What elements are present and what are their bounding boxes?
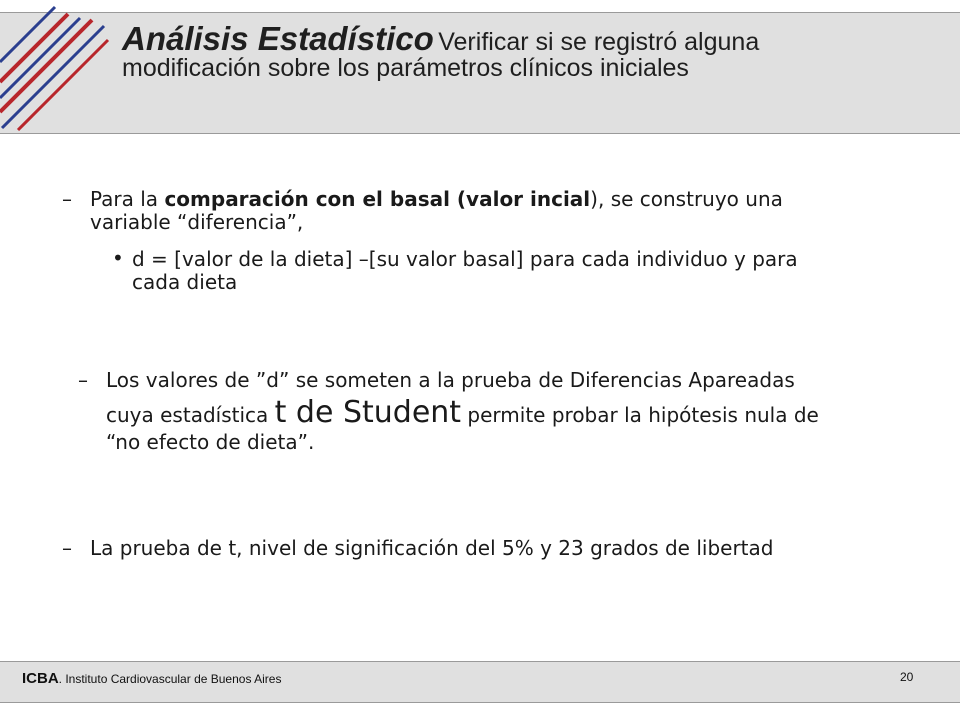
title-subtitle-line2: modificación sobre los parámetros clínicos iniciales <box>122 53 689 82</box>
item2-line2 <box>106 395 819 430</box>
item2-pre: cuya estadística <box>106 403 275 427</box>
slide-title <box>122 22 942 81</box>
logo-stripes-icon <box>0 0 110 132</box>
subitem1-line1: d = [valor de la dieta] –[su valor basal] para cada individuo y para <box>132 247 798 271</box>
item1-line2: variable “diferencia”, <box>90 210 304 234</box>
item1-post: ), se construyo una <box>590 187 783 211</box>
round-bullet: • <box>112 246 124 270</box>
subitem1-line2: cada dieta <box>132 270 238 294</box>
dash-bullet: – <box>78 368 88 392</box>
stripe-line <box>18 40 108 130</box>
item1-bold: comparación con el basal (valor incial <box>164 187 591 211</box>
title-subtitle-line1: Verificar si se registró alguna <box>438 28 760 56</box>
item2-line1: Los valores de ”d” se someten a la prueba de Diferencias Apareadas <box>106 368 795 392</box>
dash-bullet: – <box>62 187 72 211</box>
footer-bar <box>0 661 960 703</box>
item1-pre: Para la <box>90 187 165 211</box>
stripe-line <box>0 18 80 98</box>
item2-line3: “no efecto de dieta”. <box>106 430 315 454</box>
item2-big: t de Student <box>274 395 462 430</box>
footer-org-bold: ICBA <box>22 670 59 687</box>
stripe-line <box>2 26 104 128</box>
title-bold: Análisis Estadístico <box>122 20 434 57</box>
item2-post: permite probar la hipótesis nula de <box>461 403 819 427</box>
footer-org-rest: . Instituto Cardiovascular de Buenos Aires <box>58 672 282 686</box>
page-number: 20 <box>900 670 914 684</box>
item3-line: La prueba de t, nivel de significación del 5% y 23 grados de libertad <box>90 536 774 560</box>
footer-org <box>22 670 281 687</box>
item1-line1 <box>90 187 783 211</box>
dash-bullet: – <box>62 536 72 560</box>
